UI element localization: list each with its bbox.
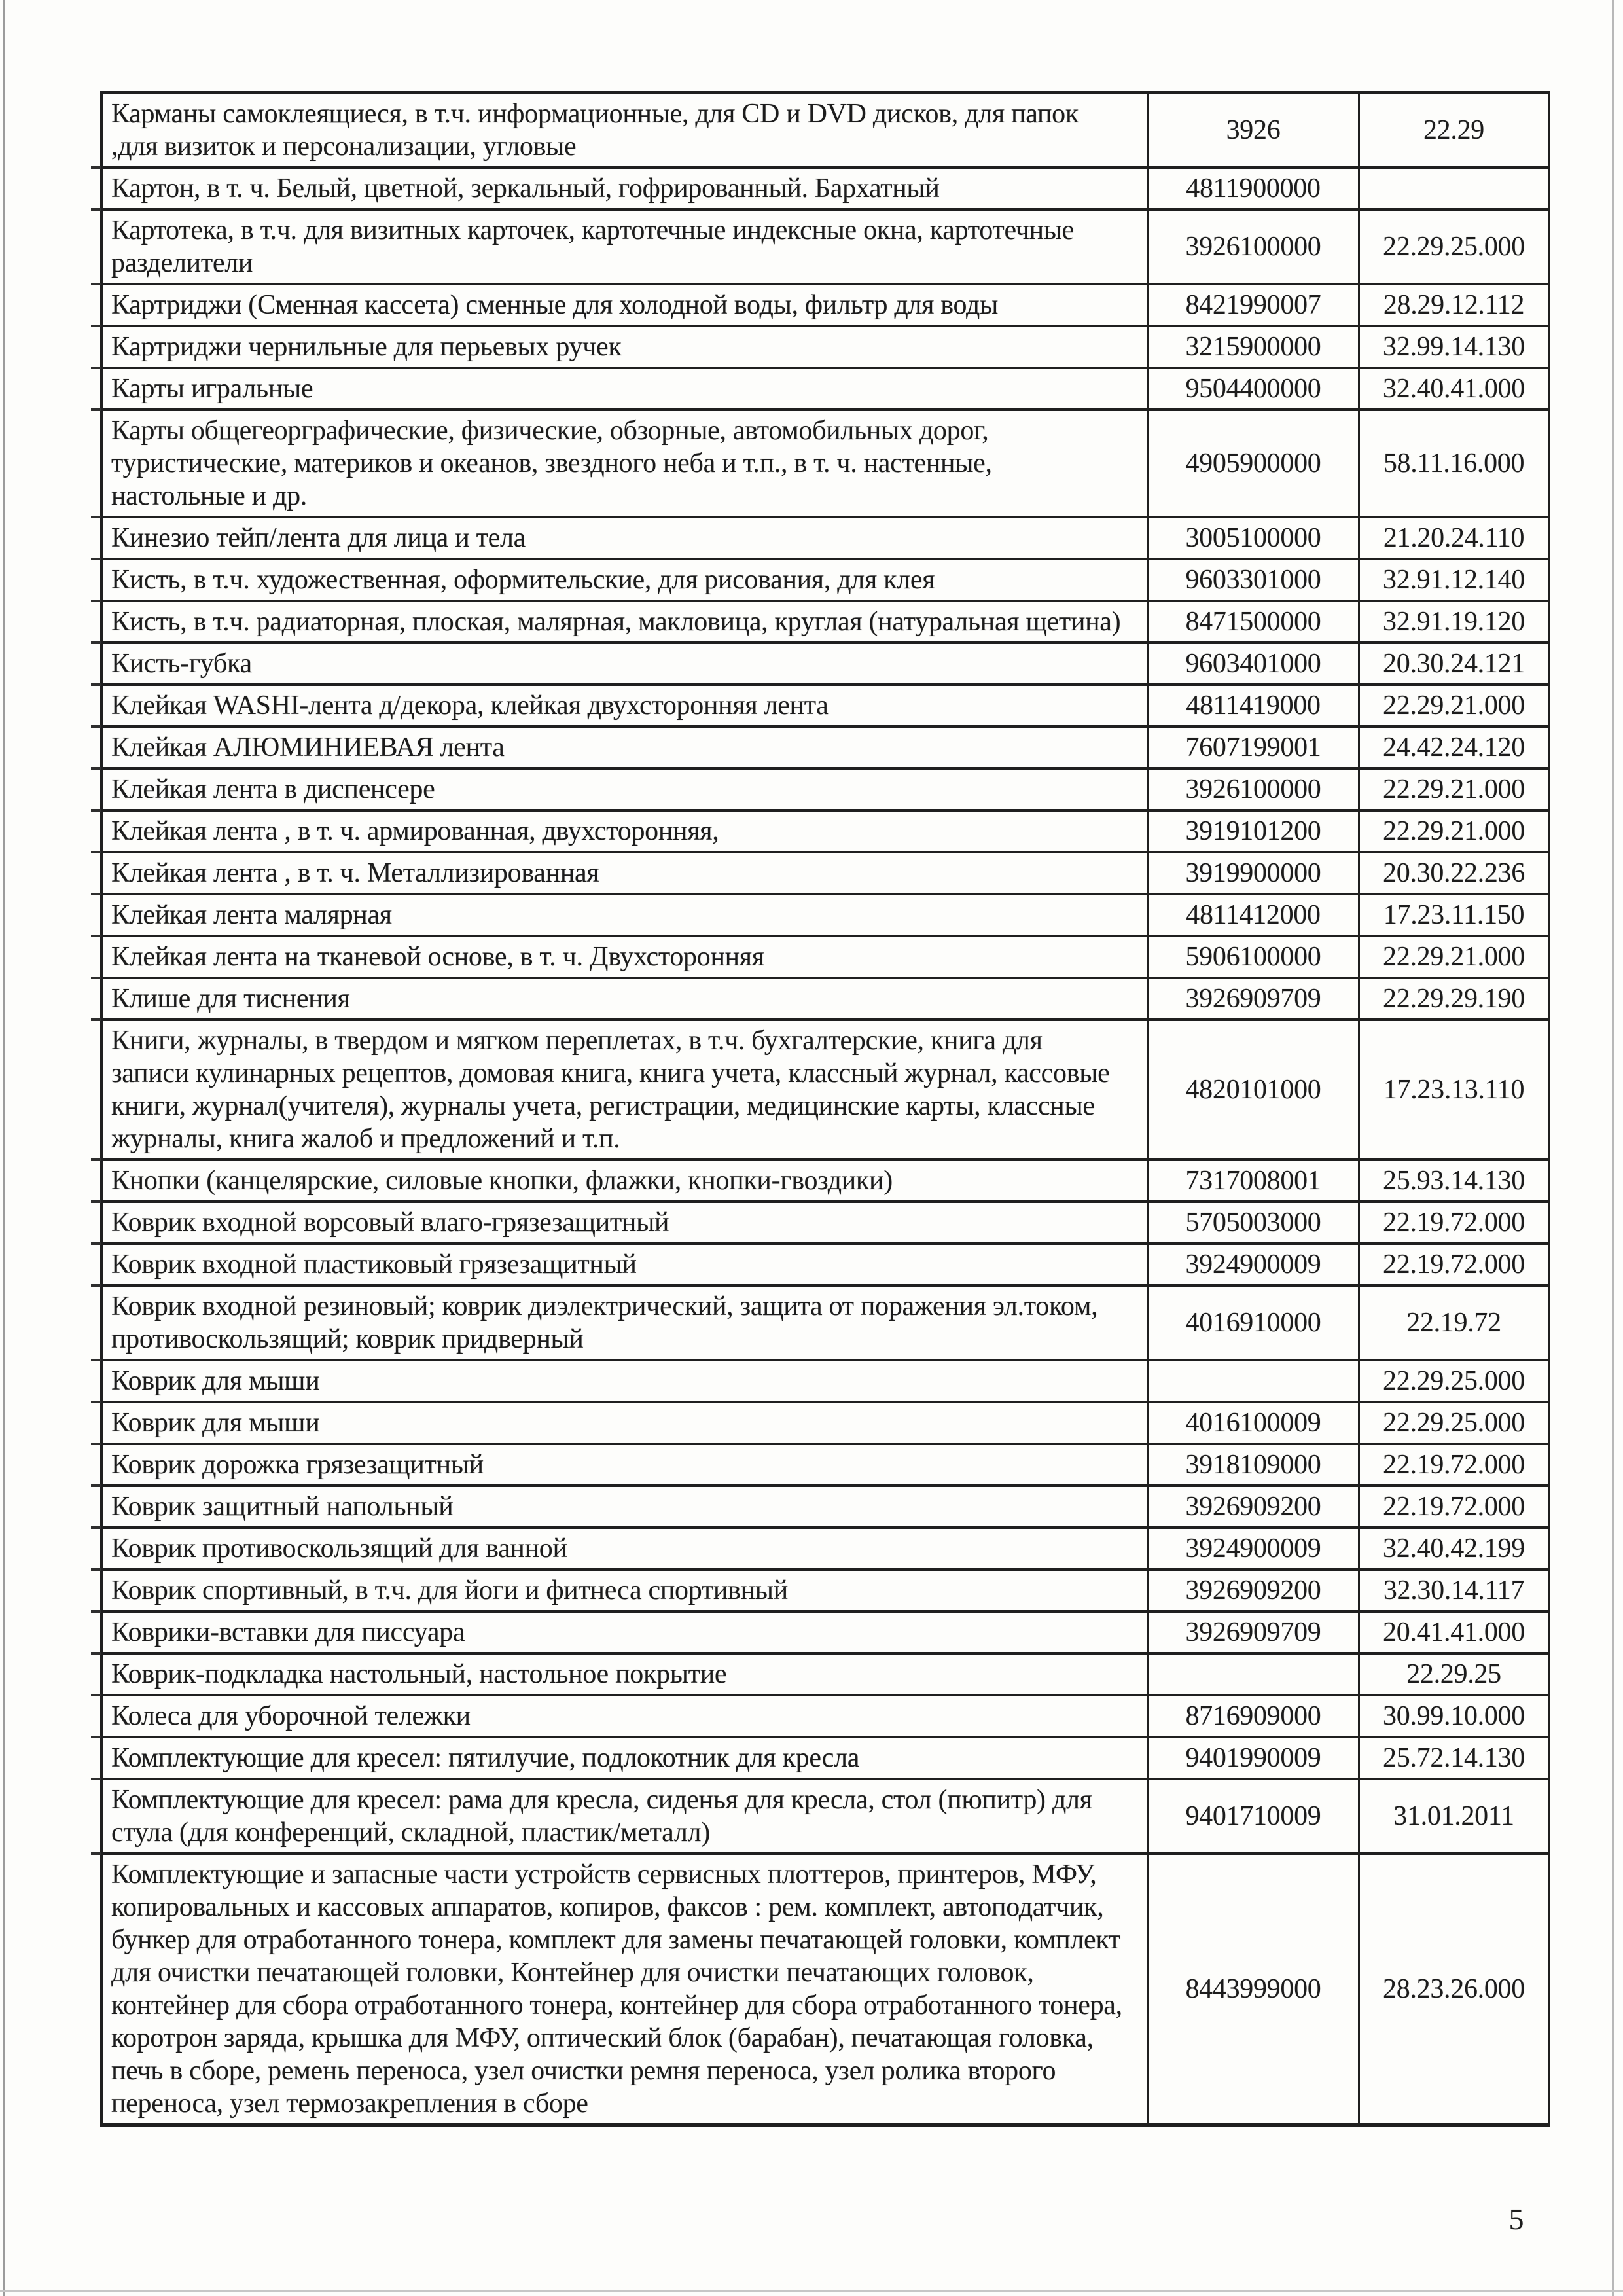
class-code-value: 22.29.21.000 — [1383, 691, 1525, 721]
product-description-cell — [103, 1021, 1149, 1158]
code-value: 7607199001 — [1185, 732, 1321, 762]
product-description: Комплектующие и запасные части устройств сервисных плоттеров, принтеров, МФУ, копировальных и кассовых аппаратов, копиров, факсов : рем. комплект, автоподатчик, бункер для отработанного тонера, комплект для замены печатающей головки, комплект для очистки печатающей головки, Контейнер для очистки печатающих головок, контейнер для сбора отработанного тонера, контейнер для сбора отработанного тонера, коротрон заряда, крышка для МФУ, оптический блок (барабан), печатающая головка, печь в сборе, ремень переноса, узел очистки ремня переноса, узел ролика второго переноса, узел термозакрепления в сборе — [111, 1859, 1122, 2119]
class-code-value: 22.29.21.000 — [1383, 942, 1525, 972]
code-cell — [1149, 895, 1360, 935]
class-code-value: 20.30.22.236 — [1383, 858, 1525, 888]
code-value: 4820101000 — [1185, 1075, 1321, 1105]
code-value: 4811900000 — [1186, 173, 1321, 204]
table-row — [103, 812, 1548, 853]
code-value: 4016100009 — [1185, 1408, 1321, 1438]
product-description: Кисть, в т.ч. художественная, оформительские, для рисования, для клея — [111, 565, 935, 595]
code-cell — [1149, 1529, 1360, 1568]
class-code-cell — [1360, 1529, 1548, 1568]
code-cell — [1149, 1361, 1360, 1401]
class-code-cell — [1360, 602, 1548, 641]
class-code-value: 22.29.25.000 — [1383, 1366, 1525, 1396]
class-code-value: 20.30.24.121 — [1383, 649, 1525, 679]
code-cell — [1149, 1655, 1360, 1694]
product-description-cell — [103, 1613, 1149, 1652]
class-code-value: 32.99.14.130 — [1383, 332, 1525, 362]
table-row — [103, 1161, 1548, 1203]
class-code-value: 32.40.42.199 — [1383, 1534, 1525, 1564]
scan-artifact-left-edge — [3, 0, 5, 2296]
product-description-cell — [103, 411, 1149, 516]
code-cell — [1149, 853, 1360, 893]
class-code-cell — [1360, 285, 1548, 325]
code-cell — [1149, 518, 1360, 558]
product-description-cell — [103, 1655, 1149, 1694]
code-value: 3926909200 — [1185, 1575, 1321, 1605]
class-code-value: 22.19.72.000 — [1383, 1208, 1525, 1238]
class-code-cell — [1360, 979, 1548, 1018]
code-value: 7317008001 — [1185, 1166, 1321, 1196]
code-cell — [1149, 1696, 1360, 1736]
class-code-value: 28.29.12.112 — [1383, 290, 1525, 320]
class-code-value: 22.29.21.000 — [1383, 816, 1525, 846]
table-row — [103, 1445, 1548, 1487]
code-value: 3926909200 — [1185, 1492, 1321, 1522]
table-row — [103, 1571, 1548, 1613]
code-cell — [1149, 1855, 1360, 2123]
table-row — [103, 644, 1548, 686]
scan-artifact-right-edge — [1612, 0, 1614, 2296]
class-code-value: 31.01.2011 — [1393, 1801, 1514, 1831]
product-description: Коврик-подкладка настольный, настольное покрытие — [111, 1659, 727, 1689]
class-code-cell — [1360, 1655, 1548, 1694]
product-description-cell — [103, 1445, 1149, 1484]
product-description: Кнопки (канцелярские, силовые кнопки, флажки, кнопки-гвоздики) — [111, 1166, 893, 1196]
product-description: Коврик входной ворсовый влаго-грязезащитный — [111, 1208, 669, 1238]
code-value: 5705003000 — [1185, 1208, 1321, 1238]
class-code-cell — [1360, 411, 1548, 516]
code-value: 9401710009 — [1185, 1801, 1321, 1831]
code-value: 3919900000 — [1185, 858, 1321, 888]
class-code-cell — [1360, 728, 1548, 767]
table-row — [103, 937, 1548, 979]
code-cell — [1149, 644, 1360, 683]
table-row — [103, 1287, 1548, 1361]
class-code-cell — [1360, 1445, 1548, 1484]
product-description: Карманы самоклеящиеся, в т.ч. информационные, для CD и DVD дисков, для папок ,для визиток и персонализации, угловые — [111, 99, 1079, 162]
class-code-cell — [1360, 1287, 1548, 1359]
code-value: 4905900000 — [1185, 448, 1321, 478]
product-description: Коврик входной резиновый; коврик диэлектрический, защита от поражения эл.током, противоскользящий; коврик придверный — [111, 1291, 1098, 1354]
product-description-cell — [103, 1738, 1149, 1778]
table-row — [103, 211, 1548, 285]
product-description-cell — [103, 1203, 1149, 1242]
table-row — [103, 1529, 1548, 1571]
code-value: 4811412000 — [1186, 900, 1321, 930]
code-value: 8443999000 — [1185, 1974, 1321, 2004]
product-description-cell — [103, 1529, 1149, 1568]
product-description: Клише для тиснения — [111, 984, 350, 1014]
product-table-body — [103, 94, 1548, 2123]
code-cell — [1149, 1780, 1360, 1852]
code-value: 3924900009 — [1185, 1534, 1321, 1564]
code-cell — [1149, 1287, 1360, 1359]
product-description-cell — [103, 1245, 1149, 1284]
class-code-cell — [1360, 1780, 1548, 1852]
class-code-value: 30.99.10.000 — [1383, 1701, 1525, 1731]
class-code-cell — [1360, 1487, 1548, 1526]
product-description: Комплектующие для кресел: рама для кресла, сиденья для кресла, стол (пюпитр) для стула (для конференций, складной, пластик/металл) — [111, 1785, 1092, 1848]
table-row — [103, 169, 1548, 211]
product-description: Коврик защитный напольный — [111, 1492, 454, 1522]
code-cell — [1149, 812, 1360, 851]
code-value: 8421990007 — [1185, 290, 1321, 320]
product-description: Кисть-губка — [111, 649, 252, 679]
product-description-cell — [103, 94, 1149, 166]
product-description-cell — [103, 560, 1149, 600]
table-row — [103, 1361, 1548, 1403]
products-table — [100, 91, 1550, 2127]
class-code-value: 17.23.13.110 — [1383, 1075, 1525, 1105]
code-cell — [1149, 770, 1360, 809]
table-row — [103, 728, 1548, 770]
class-code-cell — [1360, 895, 1548, 935]
code-value: 3926 — [1226, 115, 1281, 145]
class-code-cell — [1360, 644, 1548, 683]
class-code-value: 32.91.19.120 — [1383, 607, 1525, 637]
code-cell — [1149, 937, 1360, 977]
class-code-value: 22.29.25 — [1406, 1659, 1501, 1689]
product-description: Коврик противоскользящий для ванной — [111, 1534, 567, 1564]
table-row — [103, 770, 1548, 812]
product-description: Карты игральные — [111, 374, 313, 404]
table-row — [103, 560, 1548, 602]
code-cell — [1149, 1738, 1360, 1778]
product-description-cell — [103, 602, 1149, 641]
product-description-cell — [103, 1487, 1149, 1526]
code-cell — [1149, 1613, 1360, 1652]
product-description-cell — [103, 1161, 1149, 1200]
class-code-cell — [1360, 1021, 1548, 1158]
product-description: Коврик входной пластиковый грязезащитный — [111, 1249, 637, 1280]
table-row — [103, 979, 1548, 1021]
table-row — [103, 1245, 1548, 1287]
product-description: Кинезио тейп/лента для лица и тела — [111, 523, 526, 553]
table-row — [103, 895, 1548, 937]
table-row — [103, 602, 1548, 644]
class-code-value: 22.29.29.190 — [1383, 984, 1525, 1014]
class-code-cell — [1360, 1403, 1548, 1443]
product-description: Картон, в т. ч. Белый, цветной, зеркальный, гофрированный. Бархатный — [111, 173, 940, 204]
class-code-cell — [1360, 369, 1548, 408]
class-code-value: 22.19.72 — [1406, 1308, 1501, 1338]
code-cell — [1149, 1445, 1360, 1484]
code-cell — [1149, 211, 1360, 283]
code-value: 9603301000 — [1185, 565, 1321, 595]
product-description-cell — [103, 895, 1149, 935]
code-cell — [1149, 285, 1360, 325]
product-description: Картриджи чернильные для перьевых ручек — [111, 332, 622, 362]
product-description-cell — [103, 518, 1149, 558]
product-description-cell — [103, 1361, 1149, 1401]
class-code-cell — [1360, 518, 1548, 558]
product-description: Книги, журналы, в твердом и мягком переплетах, в т.ч. бухгалтерские, книга для записи кулинарных рецептов, домовая книга, книга учета, классный журнал, кассовые книги, журнал(учителя), журналы учета, регистрации, медицинские карты, классные журналы, книга жалоб и предложений и т.п. — [111, 1026, 1110, 1154]
code-cell — [1149, 1245, 1360, 1284]
table-row — [103, 285, 1548, 327]
product-description-cell — [103, 644, 1149, 683]
code-value: 3926100000 — [1185, 232, 1321, 262]
product-description: Картриджи (Сменная кассета) сменные для холодной воды, фильтр для воды — [111, 290, 999, 320]
class-code-cell — [1360, 1361, 1548, 1401]
code-value: 9401990009 — [1185, 1743, 1321, 1773]
class-code-value: 22.19.72.000 — [1383, 1450, 1525, 1480]
product-description: Коврики-вставки для писсуара — [111, 1617, 465, 1647]
table-row — [103, 1613, 1548, 1655]
code-value: 9504400000 — [1185, 374, 1321, 404]
class-code-cell — [1360, 686, 1548, 725]
class-code-value: 22.19.72.000 — [1383, 1249, 1525, 1280]
product-description: Коврик спортивный, в т.ч. для йоги и фитнеса спортивный — [111, 1575, 788, 1605]
code-value: 8716909000 — [1185, 1701, 1321, 1731]
code-cell — [1149, 979, 1360, 1018]
code-cell — [1149, 169, 1360, 208]
product-description: Коврик для мыши — [111, 1408, 320, 1438]
class-code-value: 28.23.26.000 — [1383, 1974, 1525, 2004]
class-code-cell — [1360, 169, 1548, 208]
table-row — [103, 1403, 1548, 1445]
product-description: Клейкая WASHI-лента д/декора, клейкая двухсторонняя лента — [111, 691, 829, 721]
class-code-cell — [1360, 1161, 1548, 1200]
product-description-cell — [103, 979, 1149, 1018]
table-row — [103, 853, 1548, 895]
class-code-value: 25.93.14.130 — [1383, 1166, 1525, 1196]
product-description-cell — [103, 285, 1149, 325]
class-code-value: 22.29.21.000 — [1383, 774, 1525, 804]
code-cell — [1149, 1021, 1360, 1158]
product-description-cell — [103, 169, 1149, 208]
table-row — [103, 1780, 1548, 1855]
code-cell — [1149, 686, 1360, 725]
code-value: 5906100000 — [1185, 942, 1321, 972]
table-row — [103, 1021, 1548, 1161]
code-value: 3918109000 — [1185, 1450, 1321, 1480]
code-cell — [1149, 1571, 1360, 1610]
code-cell — [1149, 1203, 1360, 1242]
product-description-cell — [103, 937, 1149, 977]
code-value: 9603401000 — [1185, 649, 1321, 679]
table-row — [103, 327, 1548, 369]
product-description-cell — [103, 1855, 1149, 2123]
table-row — [103, 686, 1548, 728]
code-value: 3924900009 — [1185, 1249, 1321, 1280]
code-cell — [1149, 728, 1360, 767]
code-cell — [1149, 602, 1360, 641]
code-value: 3926909709 — [1185, 984, 1321, 1014]
product-description: Клейкая лента на тканевой основе, в т. ч. Двухсторонняя — [111, 942, 764, 972]
code-value: 3005100000 — [1185, 523, 1321, 553]
class-code-cell — [1360, 770, 1548, 809]
class-code-cell — [1360, 560, 1548, 600]
class-code-cell — [1360, 94, 1548, 166]
class-code-cell — [1360, 1245, 1548, 1284]
table-row — [103, 411, 1548, 518]
class-code-value: 21.20.24.110 — [1383, 523, 1525, 553]
code-cell — [1149, 1161, 1360, 1200]
class-code-value: 32.30.14.117 — [1383, 1575, 1525, 1605]
code-value: 3926909709 — [1185, 1617, 1321, 1647]
product-description: Коврик для мыши — [111, 1366, 320, 1396]
product-description-cell — [103, 770, 1149, 809]
product-description-cell — [103, 853, 1149, 893]
class-code-cell — [1360, 853, 1548, 893]
table-row — [103, 94, 1548, 169]
class-code-cell — [1360, 1696, 1548, 1736]
product-description-cell — [103, 1571, 1149, 1610]
code-cell — [1149, 327, 1360, 367]
scan-artifact-bottom-edge — [0, 2290, 1623, 2292]
code-value: 4016910000 — [1185, 1308, 1321, 1338]
class-code-cell — [1360, 812, 1548, 851]
code-value: 8471500000 — [1185, 607, 1321, 637]
table-row — [103, 369, 1548, 411]
class-code-value: 24.42.24.120 — [1383, 732, 1525, 762]
class-code-cell — [1360, 1855, 1548, 2123]
product-description: Картотека, в т.ч. для визитных карточек, картотечные индексные окна, картотечные разделители — [111, 215, 1075, 278]
product-description-cell — [103, 1287, 1149, 1359]
code-cell — [1149, 1487, 1360, 1526]
class-code-cell — [1360, 211, 1548, 283]
code-cell — [1149, 411, 1360, 516]
code-value: 3215900000 — [1185, 332, 1321, 362]
product-description-cell — [103, 211, 1149, 283]
product-description-cell — [103, 369, 1149, 408]
product-description-cell — [103, 686, 1149, 725]
product-description: Клейкая лента малярная — [111, 900, 392, 930]
product-description-cell — [103, 1696, 1149, 1736]
product-description: Карты общегеорграфические, физические, обзорные, автомобильных дорог, туристические, материков и океанов, звездного неба и т.п., в т. ч. настенные, настольные и др. — [111, 416, 992, 511]
class-code-value: 22.29.25.000 — [1383, 1408, 1525, 1438]
code-value: 3919101200 — [1185, 816, 1321, 846]
table-row — [103, 1203, 1548, 1245]
code-cell — [1149, 1403, 1360, 1443]
product-description-cell — [103, 728, 1149, 767]
product-description: Комплектующие для кресел: пятилучие, подлокотник для кресла — [111, 1743, 860, 1773]
code-cell — [1149, 560, 1360, 600]
class-code-cell — [1360, 1738, 1548, 1778]
product-description-cell — [103, 327, 1149, 367]
product-description-cell — [103, 1780, 1149, 1852]
product-description: Клейкая лента в диспенсере — [111, 774, 435, 804]
product-description: Клейкая лента , в т. ч. армированная, двухсторонняя, — [111, 816, 719, 846]
product-description: Клейкая лента , в т. ч. Металлизированная — [111, 858, 599, 888]
table-row — [103, 1487, 1548, 1529]
code-value: 4811419000 — [1186, 691, 1321, 721]
code-cell — [1149, 369, 1360, 408]
class-code-value: 58.11.16.000 — [1383, 448, 1525, 478]
product-description: Колеса для уборочной тележки — [111, 1701, 471, 1731]
class-code-value: 32.91.12.140 — [1383, 565, 1525, 595]
class-code-value: 22.29.25.000 — [1383, 232, 1525, 262]
table-row — [103, 1738, 1548, 1780]
product-description: Клейкая АЛЮМИНИЕВАЯ лента — [111, 732, 505, 762]
table-row — [103, 1696, 1548, 1738]
table-row — [103, 1855, 1548, 2123]
class-code-value: 22.29 — [1423, 115, 1484, 145]
class-code-value: 32.40.41.000 — [1383, 374, 1525, 404]
page-number: 5 — [1508, 2202, 1524, 2236]
class-code-cell — [1360, 1571, 1548, 1610]
class-code-value: 20.41.41.000 — [1383, 1617, 1525, 1647]
product-description-cell — [103, 812, 1149, 851]
code-value: 3926100000 — [1185, 774, 1321, 804]
code-cell — [1149, 94, 1360, 166]
class-code-value: 17.23.11.150 — [1383, 900, 1525, 930]
table-row — [103, 518, 1548, 560]
product-description: Коврик дорожка грязезащитный — [111, 1450, 484, 1480]
class-code-cell — [1360, 1203, 1548, 1242]
class-code-value: 25.72.14.130 — [1383, 1743, 1525, 1773]
table-row — [103, 1655, 1548, 1696]
product-description: Кисть, в т.ч. радиаторная, плоская, малярная, макловица, круглая (натуральная щетина) — [111, 607, 1121, 637]
product-description-cell — [103, 1403, 1149, 1443]
class-code-value: 22.19.72.000 — [1383, 1492, 1525, 1522]
class-code-cell — [1360, 327, 1548, 367]
class-code-cell — [1360, 937, 1548, 977]
class-code-cell — [1360, 1613, 1548, 1652]
